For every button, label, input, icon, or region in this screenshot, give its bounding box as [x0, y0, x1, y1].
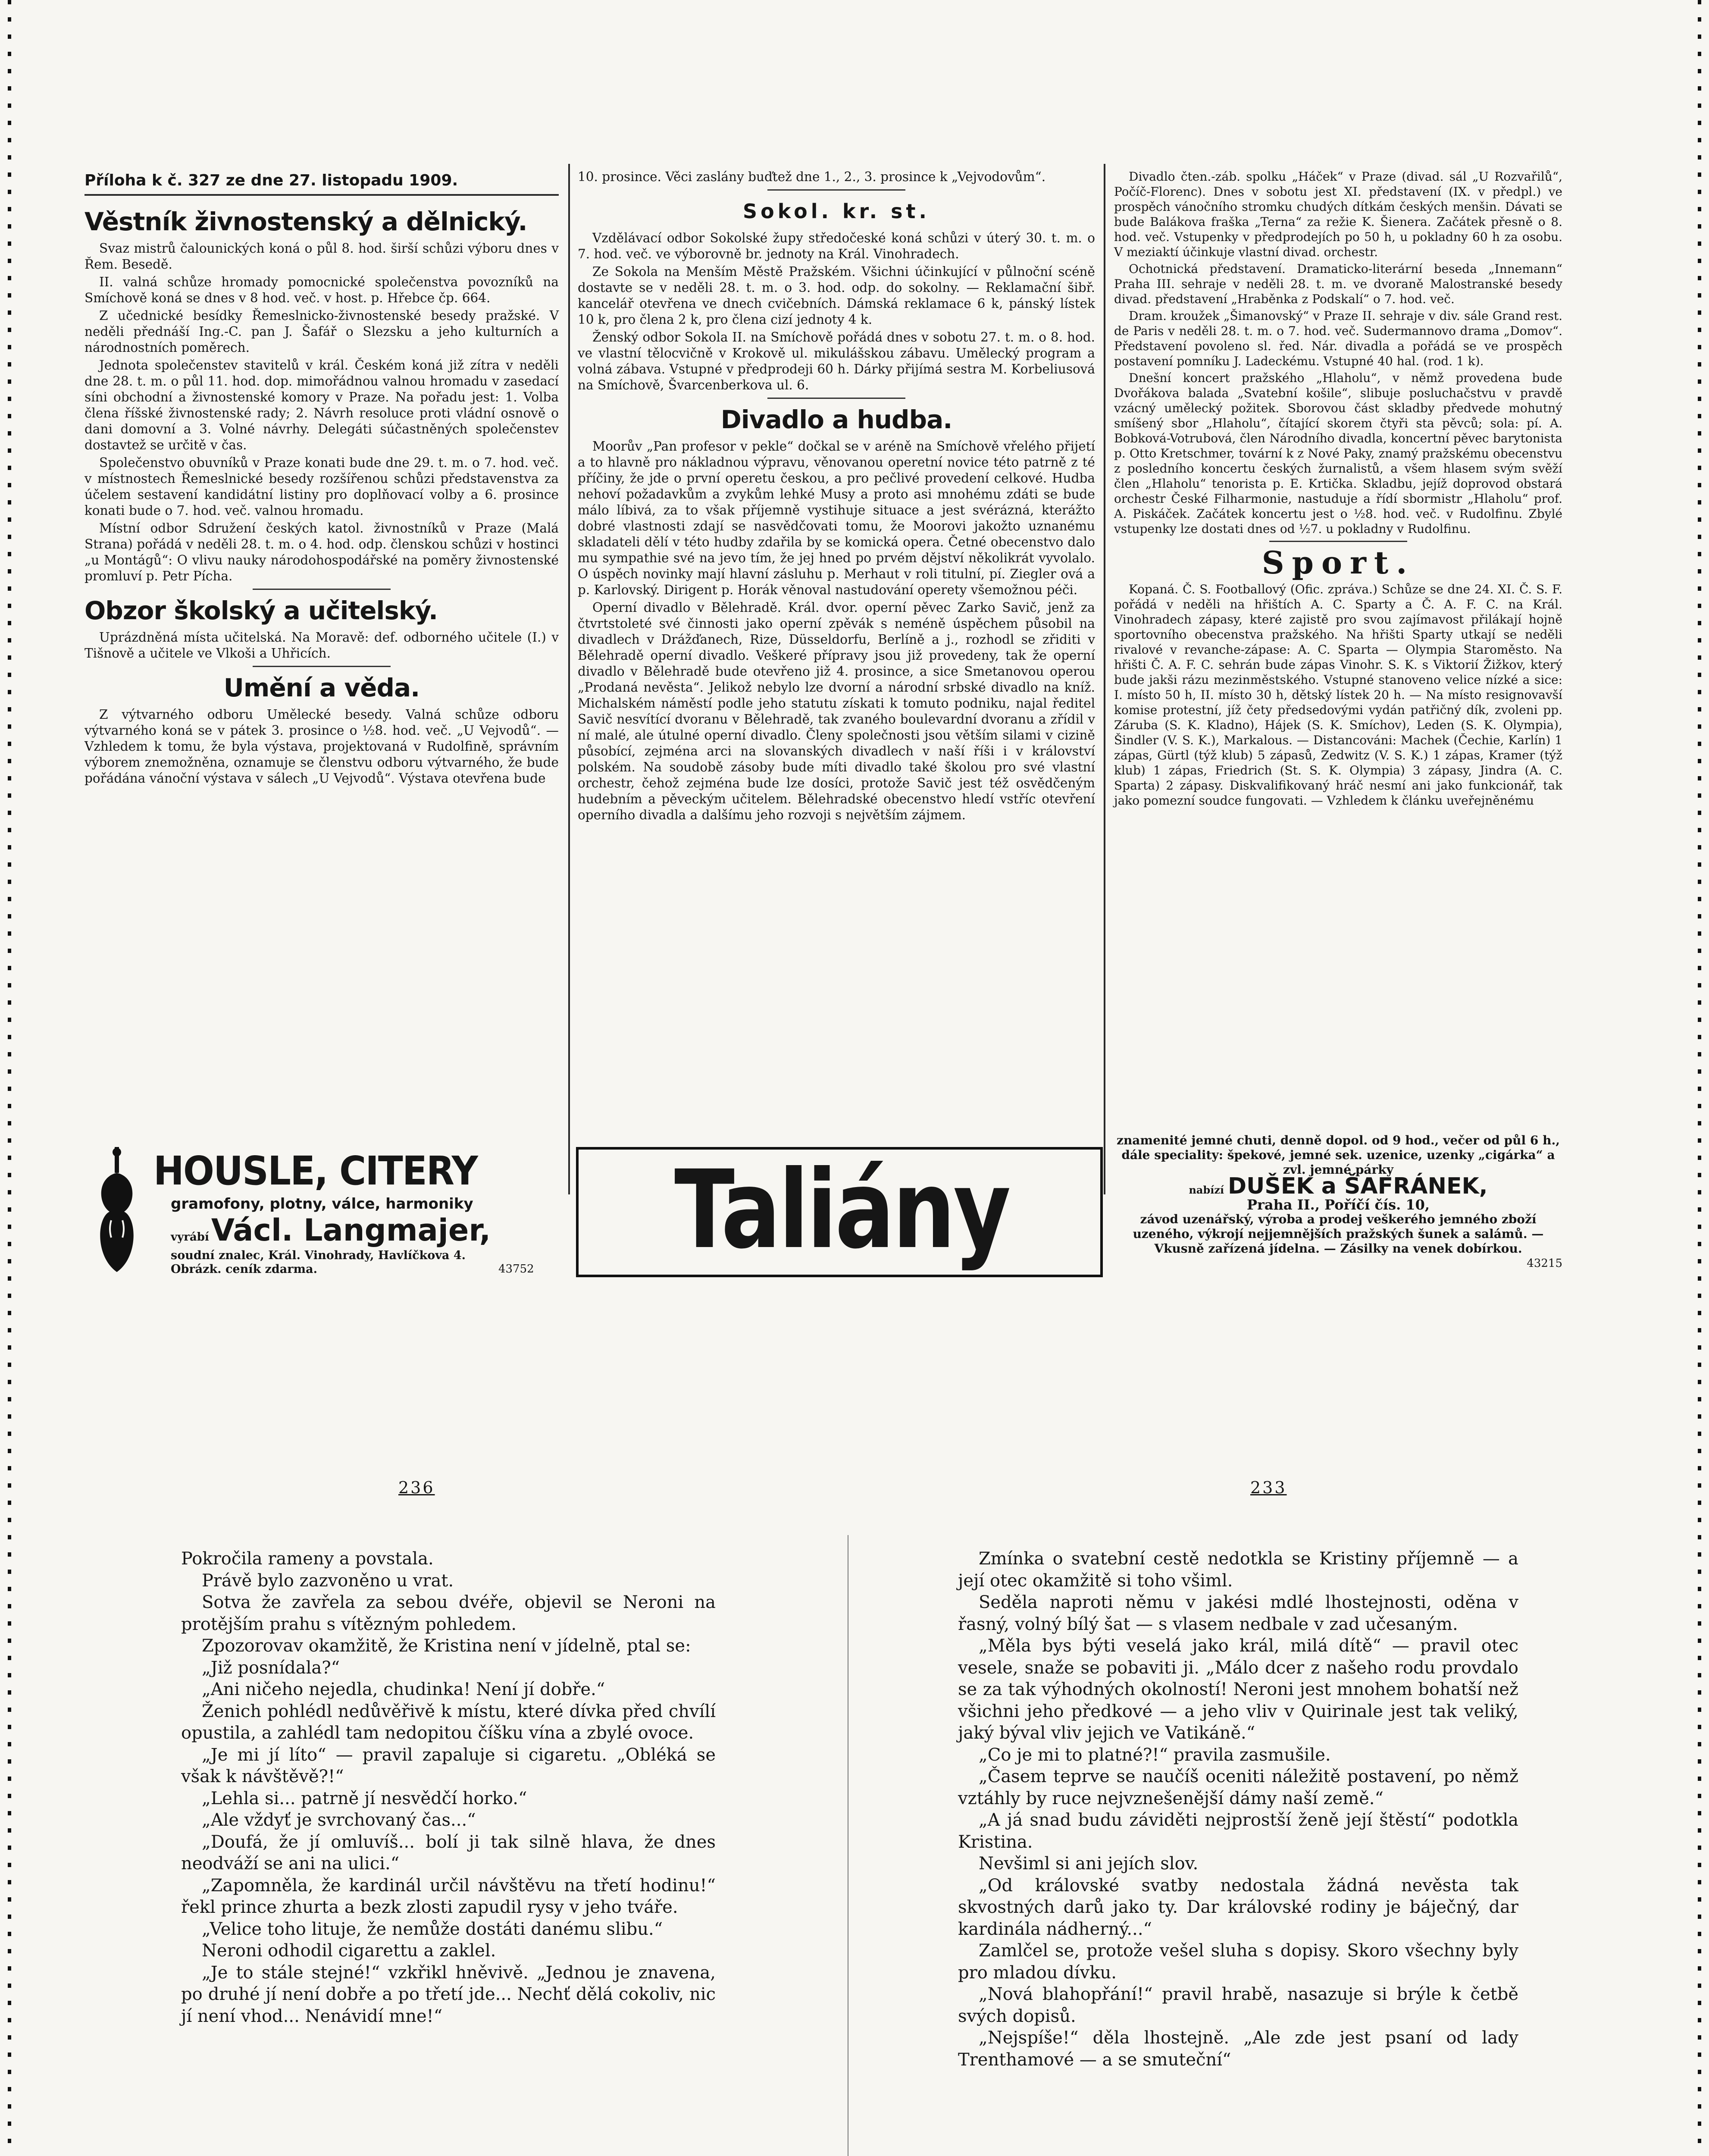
right-edge-strip	[1698, 0, 1701, 2156]
novel-para: „Je to stále stejné!“ vzkřikl hněvivě. „Jednou je znavena, po druhé jí není dobře a po třetí jde... Nechť dělá cokoliv, nic jí není vhod... Nenávidí mne!“	[181, 1962, 716, 2026]
divider	[767, 189, 905, 191]
novel-para: Neroni odhodil cigarettu a zaklel.	[202, 1941, 496, 1961]
vestnik-para: Svaz mistrů čalounických koná o půl 8. hod. širší schůzi výboru dnes v Řem. Besedě.	[85, 241, 559, 272]
dusek-addr: Praha II., Poříčí čís. 10,	[1246, 1197, 1430, 1213]
column-2	[578, 169, 1095, 825]
housle-maker: Václ. Langmajer,	[211, 1213, 491, 1248]
housle-num: 43752	[498, 1263, 534, 1275]
ad-dusek	[1114, 1133, 1562, 1271]
novel-left-column	[181, 1548, 716, 2027]
vestnik-para: Z učednické besídky Řemeslnicko-živnostenské besedy pražské. V neděli přednáší Ing.-C. pan J. Šafář o Slezsku a jeho kulturních a národnostních poměrech.	[85, 308, 559, 355]
ad-housle	[85, 1147, 554, 1276]
ad-taliany	[576, 1147, 1103, 1277]
housle-addr: soudní znalec, Král. Vinohrady, Havlíčkova 4. Obrázk. ceník zdarma.	[171, 1249, 466, 1276]
col3-para: Dnešní koncert pražského „Hlaholu“, v němž provedena bude Dvořákova balada „Svatební košile“, slibuje posluchačstvu v pravdě vzácný umělecký požitek. Sborovou část skladby předvede mohutný smíšený sbor „Hlaholu“, čítající skorem čtyři sta pěvců; sola: pí. A. Bobková-Votrubová, člen Národního divadla, koncertní pěvec barytonista p. Otto Kretschmer, tovární k z Nové Paky, znamý pražskému obecenstvu z posledního koncertu českých žurnalistů, a všem hlasem svým svěží člen „Hlaholu“ tenorista p. E. Krtička. Skladbu, jejíž doprovod obstará orchestr České Filharmonie, nastuduje a řídí sbormistr „Hlaholu“ prof. A. Piskáček. Začátek koncertu jest o ½8. hod. več. v Rudolfinu. Zbylé vstupenky lze dostati dnes od ½7. u pokladny v Rudolfinu.	[1114, 371, 1562, 536]
section-title-obzor: Obzor školský a učitelský.	[85, 596, 438, 625]
column-rule-2	[1104, 164, 1105, 1194]
novel-para: „Nová blahopřání!“ pravil hrabě, nasazuje si brýle k četbě svých dopisů.	[958, 1984, 1518, 2026]
section-title-vestnik: Věstník živnostenský a dělnický.	[85, 207, 527, 236]
housle-headline: HOUSLE, CITERY	[153, 1148, 478, 1194]
umeni-para: Z výtvarného odboru Umělecké besedy. Valná schůze odboru výtvarného koná se v pátek 3. prosince o ½8. hod. več. „U Vejvodů“. — Vzhledem k tomu, že byla výstava, projektovaná v Rudolfině, správním výborem znemožněna, oznamuje se členstvu odboru výtvarného, že bude pořádána vánoční výstava v sálech „U Vejvodů“. Výstava otevřena bude	[85, 707, 559, 786]
divadlo-para: Moorův „Pan profesor v pekle“ dočkal se v aréně na Smíchově vřelého přijetí a to hlavně pro nákladnou výpravu, věnovanou operetní novice této patrně z té příčiny, že jde o první operetu českou, a pro pečlivé provedení celkové. Hudba nehoví požadavkům a zvykům lehké Musy a proto asi mnohému zdáti se bude málo líbivá, za to však příjemně vystihuje situace a jest svérázná, kterážto dobré vlastnosti zdají se nasvědčovati tomu, že Moorovi jakožto uznanému skladateli dělí v této hudby zdařila by se komická opera. Četné obecenstvo dalo mu sympathie své na jevo tím, že jej hned po prvém dějství několikrát vyvolalo. O úspěch novinky mají hlavní zásluhu p. Merhaut v roli titulní, pí. Ziegler ová a p. Karlovský. Dirigent p. Horák věnoval nastudování operety všemožnou péči.	[578, 439, 1095, 597]
housle-sub: gramofony, plotny, válce, harmoniky	[171, 1195, 473, 1213]
novel-para: Seděla naproti němu v jakési mdlé lhostejnosti, oděna v řasný, volný bílý šat — s vlasem nedbale v zad učesaným.	[958, 1592, 1518, 1634]
housle-maker-row	[171, 1213, 550, 1248]
novel-para: Zmínka o svatební cestě nedotkla se Kristiny příjemně — a její otec okamžitě si toho všiml.	[958, 1549, 1518, 1591]
vestnik-para: II. valná schůze hromady pomocnické společenstva povozníků na Smíchově koná se dnes v 8 hod. več. v host. p. Hřebce čp. 664.	[85, 275, 559, 305]
sokol-para: Vzdělávací odbor Sokolské župy středočeské koná schůzi v úterý 30. t. m. o 7. hod. več. ve výborovně br. jednoty na Král. Vinohradech.	[578, 231, 1095, 261]
masthead: Příloha k č. 327 ze dne 27. listopadu 1909.	[85, 172, 458, 189]
taliany-word: Taliány	[674, 1147, 1009, 1272]
divider	[1269, 541, 1407, 542]
novel-para: Právě bylo zazvoněno u vrat.	[202, 1570, 454, 1591]
vestnik-para: Společenstvo obuvníků v Praze konati bude dne 29. t. m. o 7. hod. več. v místnostech Řemeslnické besedy rozšířenou schůzi představenstva za účelem sestavení kandidátní listiny pro doplňovací volby a 6. prosince konati bude o 7. hod. več. valnou hromadu.	[85, 455, 559, 518]
novel-para: „Měla bys býti veselá jako král, milá dítě“ — pravil otec vesele, snaže se pobaviti ji. „Málo dcer z našeho rodu provdalo se za tak výhodných okolností! Neroni jest mnohem bohatší než všichni jeho předkové — a jeho vliv v Quirinale jest tak veliký, jaký býval vliv jejich ve Vatikáně.“	[958, 1636, 1518, 1743]
novel-right-column	[958, 1548, 1518, 2071]
col3-para: Ochotnická představení. Dramaticko-literární beseda „Innemann“ Praha III. sehraje v neděli 28. t. m. ve dvoraně Malostranské besedy divad. představení „Hraběnka z Podskalí“ o 7. hod. več.	[1114, 262, 1562, 306]
divadlo-para: Operní divadlo v Bělehradě. Král. dvor. operní pěvec Zarko Savič, jenž za čtvrtstoleté své činnosti jako operní zpěvák s neméně úspěchem působil na divadlech v Drážďanech, Rize, Düsseldorfu, Berlíně a j., rozhodl se zřiditi v Bělehradě operní divadlo. Veškeré přípravy jsou již provedeny, tak že operní divadlo v Bělehradě bude otevřeno již 4. prosince, a sice Smetanovou operou „Prodaná nevěsta“. Jelikož nebylo lze dvorní a národní srbské divadlo na kníž. Michalském náměstí podle jeho statutu získati k tomuto podniku, najal ředitel Savič nesvítící dvoranu v Bělehradě, tak zvaného boulevardní dvoranu a zřídil v ní malé, ale útulné operní divadlo. Členy společnosti jsou větším silami v cizině působící, zejména arci na slovanských divadlech v naší říši i v království polském. Na soudobě zásoby bude míti divadlo také školou pro své vlastní orchestr, čehož zejména bude lze dosíci, protože Savič jest též osvědčeným hudebním a pěveckým učitelem. Bělehradské obecenstvo hledí vstříc otevření operního divadla a dalšímu jeho rozvoji s největším zájmem.	[578, 600, 1095, 822]
novel-para: Pokročila rameny a povstala.	[181, 1549, 434, 1569]
novel-para: „Velice toho lituje, že nemůže dostáti danému slibu.“	[202, 1919, 663, 1939]
sokol-para: Ze Sokola na Menším Městě Pražském. Všichni účinkující v půlnoční scéně dostavte se v neděli 28. t. m. o 3. hod. odp. do sokolny. — Reklamační šibř. kancelář otevřena ve dnech cvičebních. Dámská reklamace 6 k, pánský lístek 10 k, pro člena 2 k, pro člena cizí jednoty 4 k.	[578, 264, 1095, 327]
novel-para: „Co je mi to platné?!“ pravila zasmušile.	[979, 1745, 1331, 1765]
vestnik-para: Jednota společenstev stavitelů v král. Českém koná již zítra v neděli dne 28. t. m. o půl 11. hod. dop. mimořádnou valnou hromadu v zasedací síni obchodní a živnostenské komory v Praze. Na pořadu jest: 1. Volba člena říšské živnostenské rady; 2. Návrh resoluce proti vládní osnově o dani domovní a 3. Volné návrhy. Delegáti súčastněných společenstev dostavtež se určitě v čas.	[85, 358, 559, 452]
col3-para: Dram. kroužek „Šimanovský“ v Praze II. sehraje v div. sále Grand rest. de Paris v neděli 28. t. m. o 7. hod. več. Sudermannovo drama „Domov“. Představení povoleno sl. řed. Nár. divadla a pořádá se ve prospěch postavení pomníku J. Ladeckému. Vstupné 40 hal. (rod. 1 k).	[1114, 309, 1562, 368]
novel-para: Ženich pohlédl nedůvěřivě k místu, které dívka před chvílí opustila, a zahlédl tam nedopitou číšku vína a zbylé ovoce.	[181, 1701, 716, 1743]
novel-para: „A já snad budu záviděti nejprostší ženě její štěstí“ podotkla Kristina.	[958, 1810, 1518, 1852]
masthead-rule	[85, 194, 559, 196]
novel-para: „Doufá, že jí omluvíš... bolí ji tak silně hlava, že dnes neodváží se ani na ulici.“	[181, 1832, 716, 1874]
umeni-continuation: 10. prosince. Věci zaslány buďtež dne 1., 2., 3. prosince k „Vejvodovům“.	[578, 169, 1046, 184]
dusek-nabizi: nabízí	[1189, 1184, 1224, 1196]
sokol-para: Ženský odbor Sokola II. na Smíchově pořádá dnes v sobotu 27. t. m. o 8. hod. ve vlastní tělocvičně v Krokově ul. mikulášskou zábavu. Umělecký program a volná zábava. Vstupné v předprodeji 60 h. Dárky přijímá sestra M. Korbeliusová na Smíchově, Švarcenberkova ul. 6.	[578, 330, 1095, 392]
section-title-divadlo: Divadlo a hudba.	[720, 405, 952, 434]
vestnik-para: Místní odbor Sdružení českých katol. živnostníků v Praze (Malá Strana) pořádá v neděli 28. t. m. o 4. hod. odp. členskou schůzi v hostinci „u Montágů“: O vlivu nauky národohospodářské na poměry živnostenské promluví p. Petr Pícha.	[85, 521, 559, 583]
column-1	[85, 201, 559, 788]
novel-para: „Nejspíše!“ děla lhostejně. „Ale zde jest psaní od lady Trenthamové — a se smuteční“	[958, 2028, 1518, 2070]
page-number-left: 236	[398, 1478, 435, 1497]
left-edge-strip	[8, 0, 11, 2156]
section-title-sport: Sport.	[1261, 544, 1415, 581]
novel-para: Zamlčel se, protože vešel sluha s dopisy. Skoro všechny byly pro mladou dívku.	[958, 1941, 1518, 1983]
column-rule-1	[568, 164, 570, 1194]
novel-para: „Časem teprve se naučíš oceniti náležitě postavení, po němž vztáhly by ruce nejvznešenější dámy naší země.“	[958, 1767, 1518, 1808]
section-title-umeni: Umění a věda.	[223, 673, 420, 702]
divider	[253, 666, 391, 667]
novel-para: „Lehla si... patrně jí nesvědčí horko.“	[202, 1788, 527, 1808]
obzor-para: Uprázdněná místa učitelská. Na Moravě: def. odborného učitele (I.) v Tišnově a učitele ve Vlkoši a Uhřicích.	[85, 630, 559, 661]
col3-para: Divadlo čten.-záb. spolku „Háček“ v Praze (divad. sál „U Rozvařilů“, Počíč-Florenc). Dnes v sobotu jest XI. představení (IX. v předpl.) ve prospěch vánočního stromku chudých dítkám českých menšin. Dávati se bude Balákova fraška „Terna“ za režie K. Šienera. Začátek přesně o 8. hod. več. Vstupenky v předprodejích po 50 h, u pokladny 60 h za osobu. V meziaktí účinkuje vlastní divad. orchestr.	[1114, 169, 1562, 259]
divider	[253, 589, 391, 590]
page-number-right: 233	[1250, 1478, 1287, 1497]
dusek-pre: znamenité jemné chuti, denně dopol. od 9 hod., večer od půl 6 h., dále speciality: špekové, jemné sek. uzenice, uzenky „cigárka“ a zvl. jemné párky	[1117, 1133, 1560, 1177]
novel-para: „Ani ničeho nejedla, chudinka! Není jí dobře.“	[202, 1680, 605, 1699]
novel-para: Zpozorovav okamžitě, že Kristina není v jídelně, ptal se:	[202, 1636, 691, 1656]
section-title-sokol: Sokol. kr. st.	[743, 200, 930, 223]
novel-para: „Již posnídala?“	[202, 1658, 340, 1678]
novel-para: „Je mi jí líto“ — pravil zapaluje si cigaretu. „Obléká se však k návštěvě?!“	[181, 1745, 716, 1786]
novel-para: „Zapomněla, že kardinál určil návštěvu na třetí hodinu!“ řekl prince zhurta a bezk zlosti zapudil rysy v jeho tváře.	[181, 1875, 716, 1917]
dusek-desc: závod uzenářský, výroba a prodej veškerého jemného zboží uzeného, výkrojí nejjemnějších pražských šunek a salámů. — Vkusně zařízená jídelna. — Zásilky na venek dobírkou.	[1133, 1212, 1544, 1256]
column-3	[1114, 169, 1562, 810]
divider	[767, 398, 905, 399]
novel-para: Nevšiml si ani jejích slov.	[979, 1854, 1199, 1874]
novel-para: Sotva že zavřela za sebou dvéře, objevil se Neroni na protějším prahu s vítězným pohledem.	[181, 1592, 716, 1634]
dusek-name: DUŠEK a ŠAFRÁNEK,	[1228, 1173, 1488, 1199]
novel-para: „Ale vždyť je svrchovaný čas...“	[202, 1810, 476, 1830]
novel-para: „Od královské svatby nedostala žádná nevěsta tak skvostných darů jako ty. Dar královské rodiny je báječný, dar kardinála nádherný...“	[958, 1875, 1518, 1939]
dusek-num: 43215	[1527, 1257, 1562, 1270]
sport-para: Kopaná. Č. S. Footballový (Ofic. zpráva.) Schůze se dne 24. XI. Č. S. F. pořádá v neděli na hřištích A. C. Sparty a Č. A. F. C. na Král. Vinohradech zápasy, které zajistě pro svou zajímavost přilákají hojně sportovního obecenstva pražského. Na hřišti Sparty utkají se neděli rivalové v revanche-zápase: A. C. Sparta — Olympia Staroměsto. Na hřišti Č. A. F. C. sehrán bude zápas Vinohr. S. K. s Viktorií Žižkov, který bude jakši rázu mezinměstského. Vstupné stanoveno velice nízké a sice: I. místo 50 h, II. místo 30 h, dětský lístek 20 h. — Na místo resignovavší komise protestní, jíž čety předsedovými vydán patřičný dík, zvoleni pp. Záruba (S. K. Kladno), Hájek (S. K. Smíchov), Leden (S. K. Olympia), Šindler (V. S. K.), Markalous. — Distancováni: Machek (Čechie, Karlín) 1 zápas, Gürtl (týž klub) 5 zápasů, Zedwitz (V. S. K.) 1 zápas, Kramer (týž klub) 1 zápas, Friedrich (St. S. K. Olympia) 3 zápasy, Jindra (A. C. Sparta) 2 zápasy. Diskvalifikovaný hráč nesmí ani jako funkcionář, tak jako pomezní soudce fungovati. — Vzhledem k článku uveřejněnému	[1114, 582, 1562, 808]
housle-maker-prefix: vyrábí	[171, 1231, 209, 1244]
violin-icon	[89, 1147, 145, 1276]
